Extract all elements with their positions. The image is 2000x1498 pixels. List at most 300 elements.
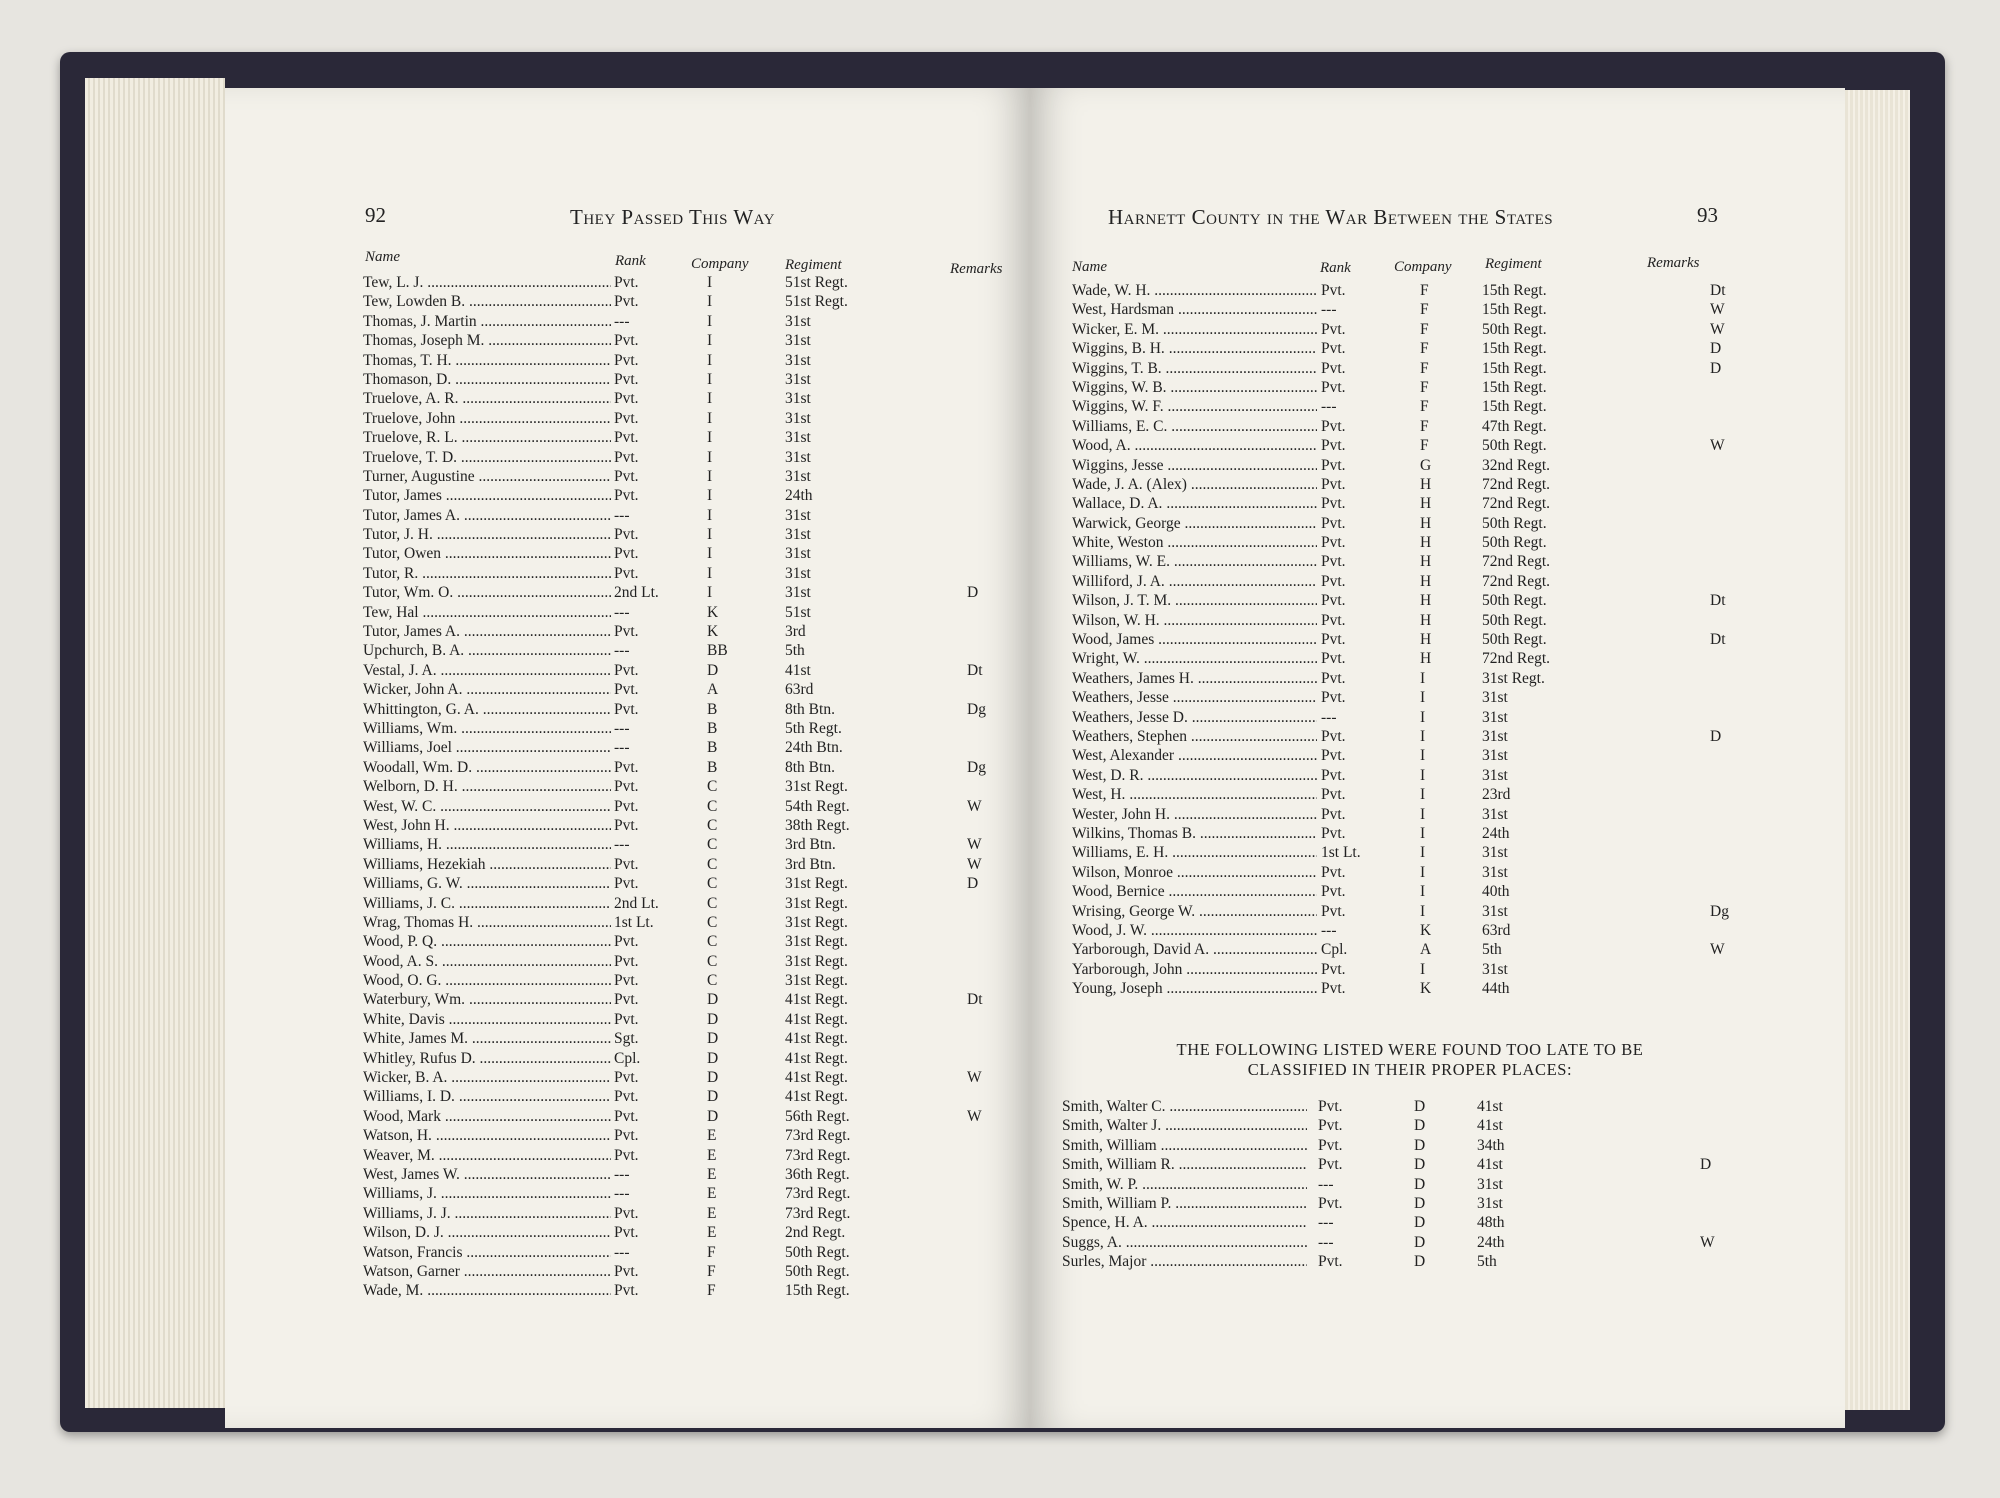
cell-name: Truelove, John ..... [363, 410, 611, 428]
cell-name: Wiggins, B. H. ..... [1072, 340, 1317, 358]
cell-rank: Pvt. [1321, 980, 1346, 998]
cell-company: I [1420, 747, 1426, 765]
cell-rank: --- [1321, 398, 1337, 416]
cell-regiment: 31st [1482, 747, 1508, 765]
table-row [225, 642, 1030, 661]
cell-name: Spence, H. A. ..... [1062, 1214, 1307, 1232]
cell-name: Williams, J. ..... [363, 1185, 611, 1203]
cell-regiment: 72nd Regt. [1482, 475, 1551, 493]
cell-regiment: 31st [1477, 1175, 1503, 1193]
cell-regiment: 50th Regt. [1482, 534, 1547, 552]
cell-company: C [707, 894, 718, 912]
cell-remarks: Dt [1710, 282, 1726, 299]
cell-name: Tutor, Owen ..... [363, 545, 611, 563]
table-row [225, 623, 1030, 642]
cell-rank: Pvt. [614, 467, 639, 485]
cell-rank: --- [614, 1185, 630, 1203]
right-page [1030, 88, 1845, 1428]
table-row [225, 1108, 1030, 1127]
cell-regiment: 31st [1477, 1194, 1503, 1212]
cell-regiment: 72nd Regt. [1482, 572, 1551, 590]
col-head-remarks: Remarks [950, 261, 1003, 277]
cell-name: Tew, Hal ..... [363, 604, 611, 622]
cell-regiment: 31st [785, 467, 811, 485]
table-row [1030, 961, 1845, 980]
cell-remarks: W [1710, 941, 1725, 959]
cell-rank: Pvt. [614, 816, 639, 834]
cell-company: I [707, 584, 713, 602]
table-row [1030, 282, 1845, 301]
cell-rank: Pvt. [1321, 495, 1346, 513]
cell-company: F [1420, 320, 1429, 338]
cell-company: I [707, 351, 713, 369]
table-row [225, 604, 1030, 623]
cell-company: I [707, 390, 713, 408]
cell-name: Whitley, Rufus D. ..... [363, 1050, 611, 1068]
cell-regiment: 31st [1482, 689, 1508, 707]
right-page-number: 93 [1697, 203, 1718, 227]
cell-name: Tutor, James A. ..... [363, 623, 611, 641]
cell-company: D [1414, 1233, 1426, 1251]
cell-company: K [707, 623, 719, 641]
cell-rank: Pvt. [1318, 1136, 1343, 1154]
cell-rank: Cpl. [614, 1049, 641, 1067]
cell-name: Williams, J. C. ..... [363, 895, 611, 913]
cell-rank: Pvt. [1321, 378, 1346, 396]
cell-name: Tutor, James A. ..... [363, 507, 611, 525]
cell-name: Williams, E. C. ..... [1072, 418, 1317, 436]
cell-name: West, John H. ..... [363, 817, 611, 835]
table-row [1030, 631, 1845, 650]
cell-remarks: W [1710, 301, 1725, 319]
table-row [1030, 806, 1845, 825]
cell-regiment: 2nd Regt. [785, 1224, 846, 1242]
table-row [1030, 398, 1845, 417]
cell-rank: Pvt. [1321, 631, 1346, 649]
cell-name: Tew, L. J. ..... [363, 274, 611, 292]
cell-name: West, W. C. ..... [363, 798, 611, 816]
col-head-remarks-r: Remarks [1647, 255, 1700, 271]
table-row [1030, 883, 1845, 902]
cell-rank: Pvt. [614, 797, 639, 815]
cell-name: Weathers, Jesse D. ..... [1072, 709, 1317, 727]
cell-name: Smith, W. P. ..... [1062, 1176, 1307, 1194]
cell-company: C [707, 972, 718, 990]
table-row [225, 1127, 1030, 1146]
cell-rank: Pvt. [614, 293, 639, 311]
cell-remarks: D [1710, 359, 1722, 377]
col-head-regiment: Regiment [785, 257, 842, 273]
table-row [225, 972, 1030, 991]
cell-company: I [707, 448, 713, 466]
cell-remarks: W [1710, 437, 1725, 455]
table-row [1030, 457, 1845, 476]
col-head-company: Company [691, 256, 749, 272]
cell-regiment: 31st [785, 390, 811, 408]
cell-rank: 2nd Lt. [614, 584, 659, 602]
cell-company: E [707, 1224, 717, 1242]
cell-name: Williams, Hezekiah ..... [363, 856, 611, 874]
right-roster-table [1030, 282, 1845, 999]
late-notice-line2: CLASSIFIED IN THEIR PROPER PLACES: [1247, 1060, 1573, 1079]
cell-rank: Pvt. [614, 1146, 639, 1164]
table-row [1030, 495, 1845, 514]
table-row [1030, 864, 1845, 883]
cell-rank: 1st Lt. [1321, 844, 1361, 862]
cell-regiment: 31st [785, 526, 811, 544]
cell-company: I [707, 370, 713, 388]
table-row [1030, 1253, 1845, 1272]
table-row [1030, 321, 1845, 340]
cell-remarks: Dg [967, 700, 986, 718]
cell-rank: Pvt. [1321, 805, 1346, 823]
cell-regiment: 3rd Btn. [785, 836, 836, 854]
cell-regiment: 72nd Regt. [1482, 553, 1551, 571]
cell-regiment: 3rd Btn. [785, 855, 836, 873]
cell-name: Wilson, J. T. M. ..... [1072, 592, 1317, 610]
cell-company: I [1420, 727, 1426, 745]
table-row [225, 507, 1030, 526]
cell-remarks: D [1710, 340, 1722, 358]
cell-regiment: 31st [785, 351, 811, 369]
cell-rank: --- [1318, 1214, 1334, 1232]
cell-remarks: D [1700, 1156, 1712, 1174]
cell-company: E [707, 1204, 717, 1222]
cell-regiment: 50th Regt. [1482, 631, 1547, 649]
table-row [225, 1069, 1030, 1088]
cell-regiment: 73rd Regt. [785, 1146, 851, 1164]
cell-rank: --- [614, 312, 630, 330]
cell-regiment: 31st Regt. [785, 778, 848, 796]
cell-name: West, Alexander ..... [1072, 747, 1317, 765]
cell-name: Turner, Augustine ..... [363, 468, 611, 486]
cell-rank: Pvt. [614, 448, 639, 466]
cell-regiment: 31st Regt. [1482, 669, 1545, 687]
cell-regiment: 73rd Regt. [785, 1185, 851, 1203]
table-row [225, 410, 1030, 429]
cell-name: Wood, James ..... [1072, 631, 1317, 649]
cell-rank: --- [614, 739, 630, 757]
cell-rank: 2nd Lt. [614, 894, 659, 912]
col-head-rank: Rank [615, 253, 646, 269]
cell-regiment: 31st [785, 409, 811, 427]
col-head-regiment-r: Regiment [1485, 256, 1542, 272]
cell-rank: --- [1318, 1233, 1334, 1251]
cell-regiment: 31st Regt. [785, 913, 848, 931]
table-row [1030, 553, 1845, 572]
cell-company: I [707, 312, 713, 330]
table-row [225, 739, 1030, 758]
cell-rank: Pvt. [1321, 456, 1346, 474]
cell-rank: Pvt. [614, 623, 639, 641]
cell-regiment: 5th [785, 642, 805, 660]
cell-rank: Pvt. [614, 875, 639, 893]
cell-company: C [707, 913, 718, 931]
cell-regiment: 34th [1477, 1136, 1505, 1154]
cell-name: Williams, G. W. ..... [363, 875, 611, 893]
cell-company: I [1420, 689, 1426, 707]
cell-rank: Pvt. [614, 1010, 639, 1028]
table-row [225, 895, 1030, 914]
cell-name: Weathers, James H. ..... [1072, 670, 1317, 688]
table-row [225, 1263, 1030, 1282]
cell-rank: Pvt. [1321, 359, 1346, 377]
cell-regiment: 31st [785, 584, 811, 602]
cell-regiment: 56th Regt. [785, 1107, 850, 1125]
cell-regiment: 51st [785, 603, 811, 621]
cell-rank: Pvt. [614, 526, 639, 544]
table-row [225, 565, 1030, 584]
cell-rank: --- [614, 836, 630, 854]
cell-rank: Pvt. [614, 409, 639, 427]
cell-company: H [1420, 650, 1432, 668]
cell-regiment: 41st [1477, 1098, 1503, 1115]
cell-regiment: 38th Regt. [785, 816, 850, 834]
late-notice [1060, 1040, 1760, 1080]
cell-rank: Pvt. [614, 778, 639, 796]
cell-rank: Pvt. [1321, 611, 1346, 629]
cell-name: Williford, J. A. ..... [1072, 573, 1317, 591]
cell-rank: Pvt. [614, 390, 639, 408]
cell-rank: Pvt. [1321, 340, 1346, 358]
late-notice-line1: THE FOLLOWING LISTED WERE FOUND TOO LATE TO BE [1176, 1040, 1644, 1059]
cell-regiment: 5th [1477, 1253, 1497, 1271]
cell-name: Surles, Major ..... [1062, 1253, 1307, 1271]
cell-rank: Pvt. [614, 1204, 639, 1222]
cell-rank: Pvt. [614, 564, 639, 582]
cell-rank: --- [1321, 301, 1337, 319]
cell-regiment: 41st [1477, 1117, 1503, 1135]
cell-regiment: 31st Regt. [785, 933, 848, 951]
table-row [225, 1185, 1030, 1204]
cell-name: West, H. ..... [1072, 786, 1317, 804]
table-row [1030, 980, 1845, 999]
cell-name: Smith, William P. ..... [1062, 1195, 1307, 1213]
cell-remarks: Dt [967, 991, 983, 1009]
cell-rank: Sgt. [614, 1030, 639, 1048]
cell-rank: --- [614, 719, 630, 737]
table-row [1030, 922, 1845, 941]
cell-company: C [707, 855, 718, 873]
table-row [1030, 767, 1845, 786]
left-roster-table [225, 274, 1030, 1302]
cell-name: Wilkins, Thomas B. ..... [1072, 825, 1317, 843]
cell-name: Wade, J. A. (Alex) ..... [1072, 476, 1317, 494]
left-page [225, 88, 1030, 1428]
cell-company: B [707, 739, 718, 757]
cell-name: Tutor, J. H. ..... [363, 526, 611, 544]
cell-name: Vestal, J. A. ..... [363, 662, 611, 680]
cell-name: Wrising, George W. ..... [1072, 903, 1317, 921]
cell-remarks: W [967, 1069, 982, 1087]
cell-rank: Pvt. [614, 700, 639, 718]
cell-company: E [707, 1165, 717, 1183]
cell-rank: --- [1321, 921, 1337, 939]
cell-company: H [1420, 572, 1432, 590]
cell-rank: Pvt. [1321, 592, 1346, 610]
cell-rank: Pvt. [614, 855, 639, 873]
cell-regiment: 31st [785, 564, 811, 582]
left-page-number: 92 [365, 203, 386, 227]
cell-name: Upchurch, B. A. ..... [363, 642, 611, 660]
cell-company: C [707, 778, 718, 796]
cell-name: Young, Joseph ..... [1072, 980, 1317, 998]
table-row [225, 545, 1030, 564]
cell-regiment: 31st [1482, 960, 1508, 978]
cell-rank: Pvt. [1321, 689, 1346, 707]
cell-name: Tutor, James ..... [363, 487, 611, 505]
cell-company: C [707, 875, 718, 893]
cell-company: H [1420, 475, 1432, 493]
cell-name: Wester, John H. ..... [1072, 806, 1317, 824]
cell-name: Wade, W. H. ..... [1072, 282, 1317, 300]
cell-rank: Pvt. [614, 661, 639, 679]
cell-regiment: 31st [785, 370, 811, 388]
cell-name: Wiggins, W. F. ..... [1072, 398, 1317, 416]
table-row [225, 1244, 1030, 1263]
cell-regiment: 15th Regt. [1482, 378, 1547, 396]
cell-name: Williams, H. ..... [363, 836, 611, 854]
cell-regiment: 15th Regt. [785, 1282, 850, 1300]
cell-name: Smith, Walter J. ..... [1062, 1117, 1307, 1135]
cell-name: West, James W. ..... [363, 1166, 611, 1184]
cell-name: Wiggins, Jesse ..... [1072, 457, 1317, 475]
cell-company: D [1414, 1194, 1426, 1212]
cell-name: Wrag, Thomas H. ..... [363, 914, 611, 932]
cell-regiment: 31st [1482, 727, 1508, 745]
cell-regiment: 31st [1482, 902, 1508, 920]
cell-remarks: Dt [967, 661, 983, 679]
cell-rank: Pvt. [1321, 883, 1346, 901]
cell-name: Tutor, Wm. O. ..... [363, 584, 611, 602]
cell-regiment: 24th Btn. [785, 739, 843, 757]
cell-company: I [1420, 883, 1426, 901]
cell-regiment: 44th [1482, 980, 1510, 998]
cell-company: I [1420, 766, 1426, 784]
cell-name: Truelove, T. D. ..... [363, 449, 611, 467]
cell-rank: Pvt. [614, 1262, 639, 1280]
cell-name: Wood, O. G. ..... [363, 972, 611, 990]
cell-company: H [1420, 631, 1432, 649]
table-row [225, 371, 1030, 390]
cell-regiment: 3rd [785, 623, 806, 641]
cell-rank: Pvt. [614, 1127, 639, 1145]
cell-rank: Pvt. [614, 274, 639, 291]
cell-company: F [1420, 437, 1429, 455]
cell-regiment: 51st Regt. [785, 274, 848, 291]
cell-name: Wicker, John A. ..... [363, 681, 611, 699]
cell-rank: --- [614, 642, 630, 660]
cell-regiment: 41st [785, 661, 811, 679]
cell-name: White, James M. ..... [363, 1030, 611, 1048]
cell-company: E [707, 1146, 717, 1164]
cell-name: Wallace, D. A. ..... [1072, 495, 1317, 513]
cell-name: Weathers, Jesse ..... [1072, 689, 1317, 707]
cell-company: I [1420, 863, 1426, 881]
cell-rank: Pvt. [1321, 320, 1346, 338]
cell-company: E [707, 1127, 717, 1145]
cell-name: Woodall, Wm. D. ..... [363, 759, 611, 777]
cell-name: Thomas, Joseph M. ..... [363, 332, 611, 350]
cell-regiment: 47th Regt. [1482, 417, 1547, 435]
cell-company: I [707, 274, 713, 291]
cell-name: Welborn, D. H. ..... [363, 778, 611, 796]
table-row [1030, 709, 1845, 728]
cell-name: Williams, J. J. ..... [363, 1205, 611, 1223]
cell-rank: Pvt. [1321, 824, 1346, 842]
cell-name: Williams, Wm. ..... [363, 720, 611, 738]
table-row [1030, 534, 1845, 553]
cell-rank: Pvt. [1318, 1098, 1343, 1115]
cell-name: Wiggins, T. B. ..... [1072, 360, 1317, 378]
table-row [225, 1205, 1030, 1224]
cell-rank: --- [1318, 1175, 1334, 1193]
cell-rank: Pvt. [614, 370, 639, 388]
cell-company: F [1420, 398, 1429, 416]
cell-rank: Pvt. [614, 545, 639, 563]
cell-rank: Pvt. [614, 429, 639, 447]
table-row [1030, 612, 1845, 631]
table-row [225, 759, 1030, 778]
cell-remarks: W [967, 797, 982, 815]
cell-remarks: W [1710, 320, 1725, 338]
cell-company: I [707, 429, 713, 447]
table-row [1030, 1214, 1845, 1233]
cell-rank: Pvt. [614, 952, 639, 970]
cell-regiment: 41st [1477, 1156, 1503, 1174]
late-roster-table [1030, 1098, 1845, 1273]
cell-company: A [707, 681, 719, 699]
cell-company: B [707, 719, 718, 737]
cell-regiment: 73rd Regt. [785, 1204, 851, 1222]
cell-remarks: D [967, 875, 979, 893]
cell-regiment: 41st Regt. [785, 1030, 848, 1048]
col-head-name: Name [365, 249, 400, 265]
cell-rank: Pvt. [1321, 475, 1346, 493]
table-row [1030, 1156, 1845, 1175]
table-row [225, 836, 1030, 855]
cell-name: Smith, William R. ..... [1062, 1156, 1307, 1174]
cell-remarks: W [967, 1107, 982, 1125]
cell-rank: Pvt. [1318, 1117, 1343, 1135]
table-row [225, 293, 1030, 312]
cell-company: BB [707, 642, 728, 660]
cell-name: Wicker, B. A. ..... [363, 1069, 611, 1087]
cell-name: Tutor, R. ..... [363, 565, 611, 583]
cell-rank: --- [614, 603, 630, 621]
cell-name: White, Davis ..... [363, 1011, 611, 1029]
cell-rank: Pvt. [614, 1069, 639, 1087]
cell-regiment: 31st Regt. [785, 894, 848, 912]
table-row [1030, 747, 1845, 766]
cell-rank: --- [614, 506, 630, 524]
cell-name: Weathers, Stephen ..... [1072, 728, 1317, 746]
table-row [1030, 592, 1845, 611]
cell-name: Smith, William ..... [1062, 1137, 1307, 1155]
table-row [1030, 1195, 1845, 1214]
cell-regiment: 31st [1482, 844, 1508, 862]
cell-name: Wicker, E. M. ..... [1072, 321, 1317, 339]
cell-name: Thomas, T. H. ..... [363, 352, 611, 370]
cell-rank: Pvt. [1321, 747, 1346, 765]
cell-regiment: 41st Regt. [785, 991, 848, 1009]
cell-regiment: 31st [1482, 766, 1508, 784]
cell-company: F [1420, 282, 1429, 299]
table-row [225, 313, 1030, 332]
table-row [1030, 1098, 1845, 1117]
cell-company: C [707, 836, 718, 854]
cell-regiment: 50th Regt. [1482, 320, 1547, 338]
